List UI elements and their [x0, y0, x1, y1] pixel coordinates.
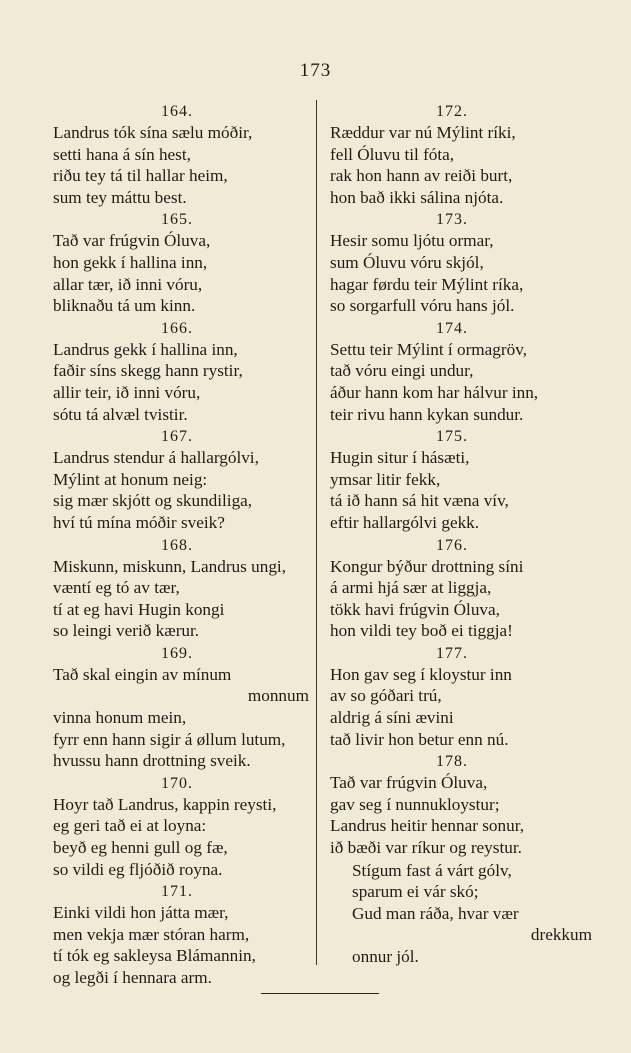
- verse-line: sótu tá alvæl tvistir.: [53, 404, 188, 424]
- verse-line: tað vóru eingi undur,: [330, 361, 474, 381]
- verse-line: rak hon hann av reiði burt,: [330, 166, 513, 186]
- verse-line: Settu teir Mýlint í ormagröv,: [330, 339, 527, 359]
- stanza-number: 178.: [436, 753, 468, 771]
- verse-line: sum tey máttu best.: [53, 187, 187, 207]
- verse-line: bliknaðu tá um kinn.: [53, 296, 196, 316]
- verse-line: á armi hjá sær at liggja,: [330, 578, 492, 598]
- stanza: [53, 773, 309, 880]
- verse-line: eg geri tað ei at loyna:: [53, 816, 207, 836]
- verse-line: eftir hallargólvi gekk.: [330, 512, 480, 532]
- verse-line: hvussu hann drottning sveik.: [53, 751, 251, 771]
- stanza: [330, 209, 592, 316]
- verse-line: hví tú mína móðir sveik?: [53, 512, 225, 532]
- verse-line: Kongur býður drottning síni: [330, 556, 524, 576]
- column-divider: [316, 100, 317, 965]
- stanza: [53, 101, 309, 208]
- verse-line: tí tók eg sakleysa Blámannin,: [53, 946, 256, 966]
- verse-line: Miskunn, miskunn, Landrus ungi,: [53, 556, 286, 576]
- verse-line: monnum: [247, 686, 309, 706]
- verse-line: hagar førdu teir Mýlint ríka,: [330, 274, 524, 294]
- verse-line: Tað var frúgvin Óluva,: [53, 231, 211, 251]
- verse-line: men vekja mær stóran harm,: [53, 924, 250, 944]
- stanza-number: 172.: [436, 103, 468, 120]
- verse-line: Landrus gekk í hallina inn,: [53, 339, 238, 359]
- verse-line: fell Óluvu til fóta,: [330, 144, 455, 164]
- verse-line: faðir síns skegg hann rystir,: [53, 361, 243, 381]
- verse-line: Einki vildi hon játta mær,: [53, 903, 229, 923]
- stanza-number: 167.: [161, 428, 193, 446]
- verse-line: riðu tey tá til hallar heim,: [53, 166, 228, 186]
- verse-line: vinna honum mein,: [53, 708, 187, 728]
- stanza-number: 173.: [436, 211, 468, 229]
- stanza: [330, 318, 592, 425]
- footer-rule: [261, 993, 379, 994]
- stanza: [330, 535, 592, 642]
- verse-line: Stígum fast á várt gólv,: [352, 860, 512, 880]
- verse-line: onnur jól.: [352, 947, 419, 966]
- verse-line: væntí eg tó av tær,: [53, 578, 180, 598]
- verse-line: setti hana á sín hest,: [53, 144, 191, 164]
- verse-line: aldrig á síni ævini: [330, 708, 454, 728]
- verse-line: allir teir, ið inni vóru,: [53, 382, 201, 402]
- stanza-number: 176.: [436, 536, 468, 554]
- verse-line: Hon gav seg í kloystur inn: [330, 664, 512, 684]
- verse-line: sig mær skjótt og skundiliga,: [53, 491, 253, 511]
- stanza: [53, 535, 309, 642]
- verse-line: Tað skal eingin av mínum: [53, 664, 232, 684]
- verse-line: drekkum: [530, 925, 592, 945]
- verse-line: Landrus heitir hennar sonur,: [330, 816, 525, 836]
- verse-line: Gud man ráða, hvar vær: [352, 903, 519, 923]
- verse-line: tökk havi frúgvin Óluva,: [330, 599, 500, 619]
- verse-line: Hesir somu ljótu ormar,: [330, 231, 494, 251]
- stanza-number: 164.: [161, 103, 193, 120]
- verse-line: fyrr enn hann sigir á øllum lutum,: [53, 729, 286, 749]
- verse-line: so leingi verið kærur.: [53, 621, 200, 641]
- verse-line: so vildi eg fljóðið royna.: [53, 859, 223, 879]
- verse-line: av so góðari trú,: [330, 686, 442, 706]
- verse-line: hon vildi tey boð ei tiggja!: [330, 621, 513, 641]
- stanza: [53, 426, 309, 533]
- stanza-number: 177.: [436, 644, 468, 662]
- verse-line: ymsar litir fekk,: [330, 469, 441, 489]
- stanza-number: 175.: [436, 428, 468, 446]
- stanza: [330, 751, 592, 858]
- verse-line: og legði í hennara arm.: [53, 968, 212, 987]
- verse-line: áður hann kom har hálvur inn,: [330, 382, 539, 402]
- stanza: [330, 860, 592, 968]
- left-column: [53, 100, 309, 989]
- stanza: [53, 209, 309, 316]
- verse-line: Hugin situr í hásæti,: [330, 448, 470, 468]
- right-column: [330, 100, 592, 968]
- stanza: [53, 643, 309, 772]
- stanza: [53, 318, 309, 425]
- verse-line: sum Óluvu vóru skjól,: [330, 252, 484, 272]
- stanza: [53, 881, 309, 988]
- stanza: [330, 101, 592, 208]
- verse-line: tá ið hann sá hit væna vív,: [330, 491, 509, 511]
- verse-line: gav seg í nunnukloystur;: [330, 794, 500, 814]
- verse-line: allar tær, ið inni vóru,: [53, 274, 203, 294]
- stanza-number: 168.: [161, 536, 193, 554]
- verse-line: Tað var frúgvin Óluva,: [330, 773, 488, 793]
- verse-line: Hoyr tað Landrus, kappin reysti,: [53, 794, 277, 814]
- verse-line: Landrus stendur á hallargólvi,: [53, 448, 259, 468]
- verse-line: hon gekk í hallina inn,: [53, 252, 208, 272]
- verse-line: teir rivu hann kykan sundur.: [330, 404, 524, 424]
- stanza: [330, 426, 592, 533]
- verse-line: ið bæði var ríkur og reystur.: [330, 838, 522, 858]
- verse-line: sparum ei vár skó;: [352, 882, 479, 902]
- stanza-number: 165.: [161, 211, 193, 229]
- verse-line: Mýlint at honum neig:: [53, 469, 208, 489]
- stanza: [330, 643, 592, 750]
- verse-line: hon bað ikki sálina njóta.: [330, 187, 504, 207]
- stanza-number: 166.: [161, 319, 193, 337]
- page-number: 173: [299, 60, 332, 81]
- verse-line: so sorgarfull vóru hans jól.: [330, 296, 515, 316]
- verse-line: tí at eg havi Hugin kongi: [53, 599, 225, 619]
- stanza-number: 174.: [436, 319, 468, 337]
- verse-line: beyð eg henni gull og fæ,: [53, 838, 228, 858]
- stanza-number: 169.: [161, 644, 193, 662]
- stanza-number: 170.: [161, 774, 193, 792]
- verse-line: Ræddur var nú Mýlint ríki,: [330, 123, 516, 142]
- stanza-number: 171.: [161, 883, 193, 901]
- verse-line: tað livir hon betur enn nú.: [330, 729, 509, 749]
- verse-line: Landrus tók sína sælu móðir,: [53, 123, 253, 142]
